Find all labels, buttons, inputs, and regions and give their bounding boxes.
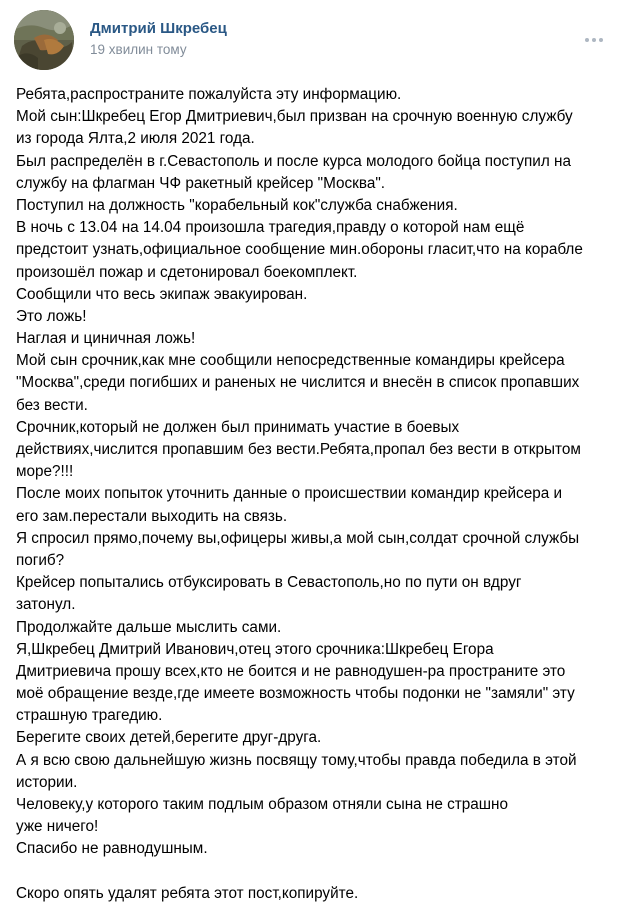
post-text-line: Человеку,у которого таким подлым образом отняли сына не страшно: [16, 796, 509, 813]
post-text-line: Срочник,который не должен был принимать участие в боевых: [16, 418, 460, 436]
post-text-line: Сообщили что весь экипаж эвакуирован.: [16, 285, 308, 303]
post-text-line: Мой сын:Шкребец Егор Дмитриевич,был призван на срочную военную службу: [16, 108, 573, 126]
more-options-button[interactable]: [578, 30, 610, 50]
post-text-line: затонул.: [16, 596, 76, 614]
post-text-line: Поступил на должность "корабельный кок"служба снабжения.: [16, 196, 458, 214]
post-text-line: произошёл пожар и сдетонировал боекомплект.: [16, 263, 358, 281]
author-avatar[interactable]: [14, 10, 74, 70]
more-dots-icon: [599, 38, 603, 42]
avatar-photo: [14, 10, 74, 70]
post-text-line: А я всю свою дальнейшую жизнь посвящу тому,чтобы правда победила в этой: [16, 751, 577, 769]
post-text-line: Крейсер попытались отбуксировать в Севастополь,но по пути он вдруг: [16, 574, 522, 592]
post-text-line: Продолжайте дальше мыслить сами.: [16, 618, 282, 636]
post-text-line: погиб?: [16, 551, 65, 569]
post-text-line: Мой сын срочник,как мне сообщили непосредственные командиры крейсера: [16, 352, 565, 370]
post-text-line: предстоит узнать,официальное сообщение мин.обороны гласит,что на корабле: [16, 241, 583, 259]
post-text-line: Спасибо не равнодушным.: [16, 840, 208, 858]
post-text-line: Скоро опять удалят ребята этот пост,копируйте.: [16, 884, 359, 902]
more-dots-icon: [592, 38, 596, 42]
post-text-line: моё обращение везде,где имеете возможность чтобы подонки не "замяли" эту: [16, 685, 575, 703]
post-text-line: После моих попыток уточнить данные о происшествии командир крейсера и: [16, 485, 563, 503]
post-text-line: без вести.: [16, 396, 88, 414]
post-text-line: его зам.перестали выходить на связь.: [16, 507, 288, 525]
post-text-line: "Москва",среди погибших и раненых не числится и внесён в список пропавших: [16, 374, 580, 392]
post-text-line: службу на флагман ЧФ ракетный крейсер "Москва".: [16, 174, 386, 192]
post-text: [16, 84, 616, 905]
post-text-blank-line: [16, 861, 616, 883]
post-text-line: Наглая и циничная ложь!: [16, 330, 196, 348]
post-text-line: море?!!!: [16, 463, 74, 481]
post-text-line: из города Ялта,2 июля 2021 года.: [16, 130, 255, 148]
more-dots-icon: [585, 38, 589, 42]
post-text-line: Я спросил прямо,почему вы,офицеры живы,а мой сын,солдат срочной службы: [16, 529, 580, 547]
author-name[interactable]: Дмитрий Шкребец: [90, 20, 227, 37]
post-text-line: Дмитриевича прошу всех,кто не боится и не равнодушен-ра пространите это: [16, 662, 566, 680]
post-text-line: истории.: [16, 773, 78, 791]
post-header: [0, 0, 625, 80]
post-text-line: Был распределён в г.Севастополь и после курса молодого бойца поступил на: [16, 152, 571, 170]
post-text-line: Я,Шкребец Дмитрий Иванович,отец этого срочника:Шкребец Егора: [16, 640, 494, 658]
post-text-line: Ребята,распространите пожалуйста эту информацию.: [16, 86, 402, 103]
post-time[interactable]: 19 хвилин тому: [90, 42, 187, 57]
post-text-line: В ночь с 13.04 на 14.04 произошла трагедия,правду о которой нам ещё: [16, 219, 525, 237]
post-text-line: действиях,числится пропавшим без вести.Ребята,пропал без вести в открытом: [16, 441, 581, 458]
post-text-line: уже ничего!: [16, 818, 99, 836]
post-text-line: страшную трагедию.: [16, 707, 163, 725]
post-text-line: Это ложь!: [16, 307, 87, 325]
post-text-line: Берегите своих детей,берегите друг-друга.: [16, 729, 322, 747]
